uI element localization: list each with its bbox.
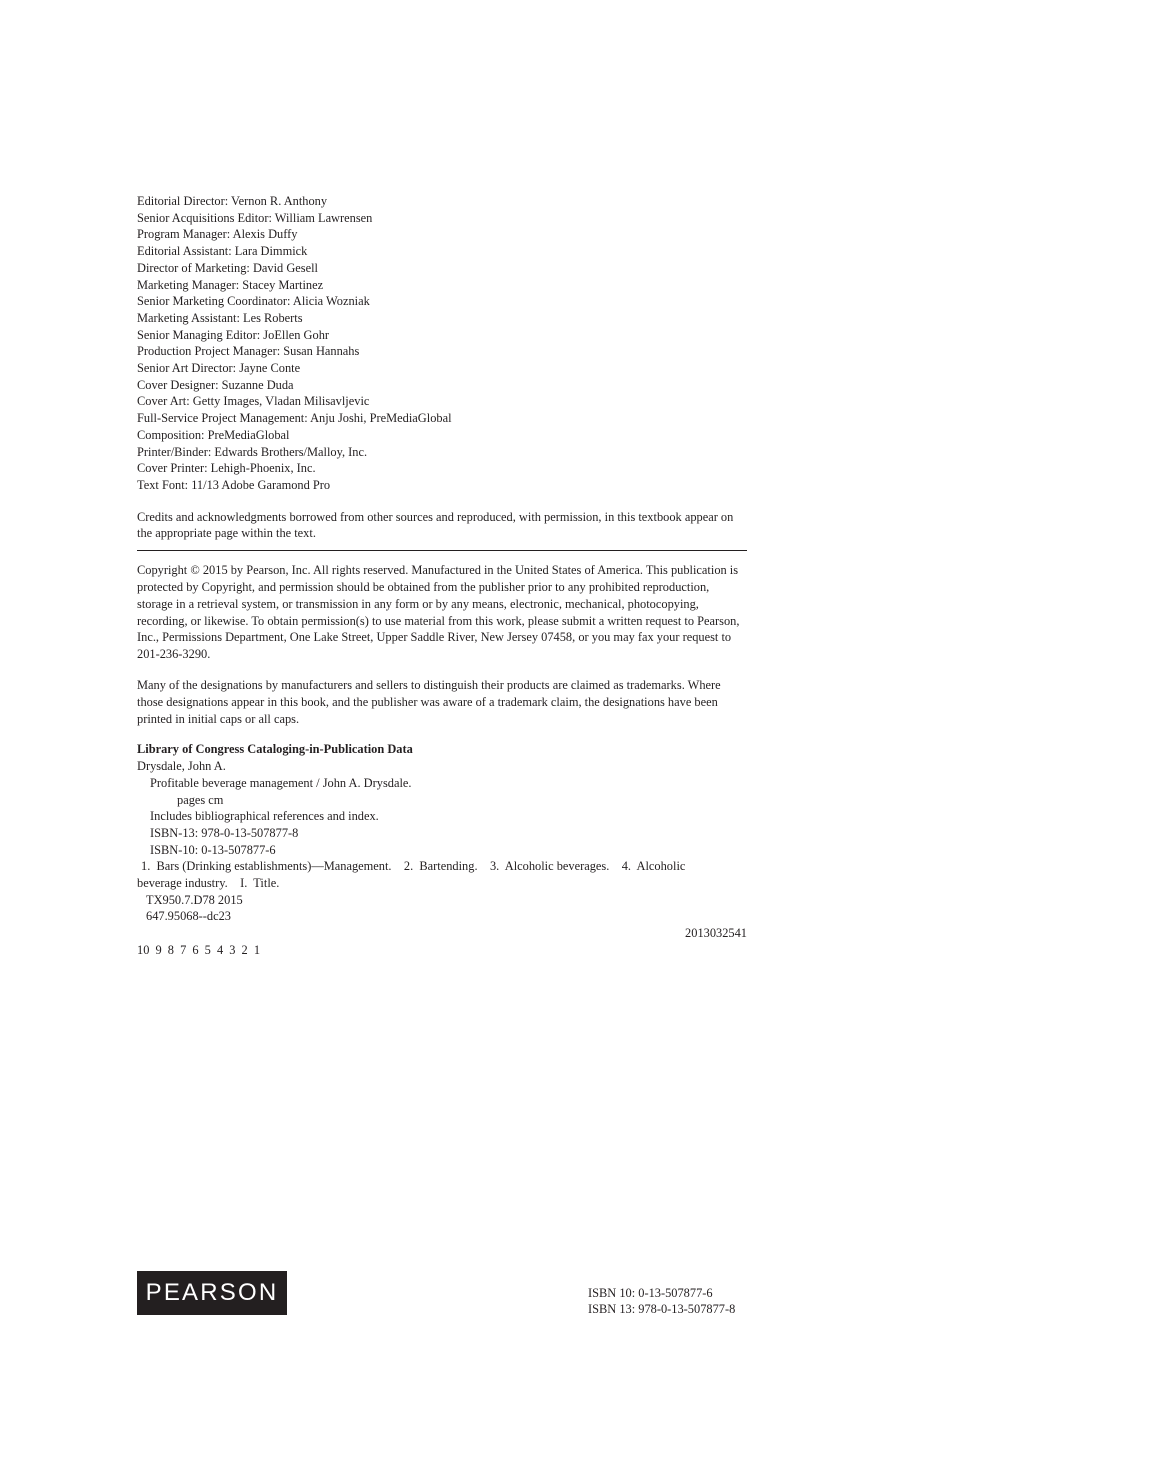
pearson-logo: [137, 1271, 287, 1315]
cip-author: Drysdale, John A.: [137, 759, 226, 774]
isbn-block: [588, 1286, 735, 1317]
credit-line: Senior Art Director: Jayne Conte: [137, 361, 301, 376]
isbn-13: ISBN 13: 978-0-13-507877-8: [588, 1301, 736, 1316]
credit-line: Cover Printer: Lehigh-Phoenix, Inc.: [137, 461, 316, 476]
copyright-paragraph: Copyright © 2015 by Pearson, Inc. All rights reserved. Manufactured in the United States of America. This publication is protected by Copyright, and permission should be obtained from the publisher prior to any prohibited reproduction, storage in a retrieval system, or transmission in any form or by any means, electronic, mechanical, photocopying, recording, or likewise. To obtain permission(s) to use material from this work, please submit a written request to Pearson, Inc., Permissions Department, One Lake Street, Upper Saddle River, New Jersey 07458, or you may fax your request to 201-236-3290.: [137, 563, 740, 662]
staff-credits-list: [137, 193, 747, 494]
trademarks-paragraph: Many of the designations by manufacturers and sellers to distinguish their products are claimed as trademarks. Where those designations appear in this book, and the publisher was aware of a trademark claim, the designations have been printed in initial caps or all caps.: [137, 678, 721, 726]
credit-line: Senior Acquisitions Editor: William Lawrensen: [137, 210, 373, 225]
credit-line: Cover Designer: Suzanne Duda: [137, 377, 294, 392]
credit-line: Cover Art: Getty Images, Vladan Milisavljevic: [137, 394, 370, 409]
cip-dewey: 647.95068--dc23: [146, 909, 231, 924]
isbn-10: ISBN 10: 0-13-507877-6: [588, 1286, 713, 1300]
cip-includes: Includes bibliographical references and index.: [150, 809, 379, 824]
credit-line: Senior Managing Editor: JoEllen Gohr: [137, 327, 330, 342]
credit-line: Text Font: 11/13 Adobe Garamond Pro: [137, 477, 331, 492]
credit-line: Director of Marketing: David Gesell: [137, 260, 318, 275]
cip-isbn10: ISBN-10: 0-13-507877-6: [150, 842, 276, 857]
cip-data-block: [137, 741, 747, 941]
cip-pages: pages cm: [177, 792, 224, 807]
credit-line: Editorial Assistant: Lara Dimmick: [137, 244, 308, 259]
credit-line: Senior Marketing Coordinator: Alicia Wozniak: [137, 294, 370, 309]
section-divider: [137, 550, 747, 551]
pearson-logo-text: PEARSON: [145, 1279, 279, 1306]
cip-heading: Library of Congress Cataloging-in-Publication Data: [137, 742, 413, 757]
credit-line: Full-Service Project Management: Anju Joshi, PreMediaGlobal: [137, 411, 452, 426]
cip-subjects: 1. Bars (Drinking establishments)—Management. 2. Bartending. 3. Alcoholic beverages. 4. Alcoholic beverage industry. I. Title.: [137, 859, 689, 891]
credit-line: Production Project Manager: Susan Hannahs: [137, 344, 360, 359]
credit-line: Editorial Director: Vernon R. Anthony: [137, 194, 328, 208]
credit-line: Marketing Manager: Stacey Martinez: [137, 277, 324, 292]
cip-title: Profitable beverage management / John A. Drysdale.: [150, 775, 412, 790]
credit-line: Composition: PreMediaGlobal: [137, 427, 290, 442]
credit-line: Marketing Assistant: Les Roberts: [137, 310, 303, 325]
acknowledgments-paragraph: Credits and acknowledgments borrowed from other sources and reproduced, with permission, in this textbook appear on the appropriate page within the text.: [137, 509, 734, 541]
copyright-page: [137, 193, 747, 959]
cip-isbn13: ISBN-13: 978-0-13-507877-8: [150, 825, 299, 840]
credit-line: Printer/Binder: Edwards Brothers/Malloy, Inc.: [137, 444, 368, 459]
cip-lc-class: TX950.7.D78 2015: [146, 892, 243, 907]
cip-lccn: 2013032541: [685, 926, 747, 941]
credit-line: Program Manager: Alexis Duffy: [137, 227, 298, 242]
print-line: 10 9 8 7 6 5 4 3 2 1: [137, 942, 261, 957]
